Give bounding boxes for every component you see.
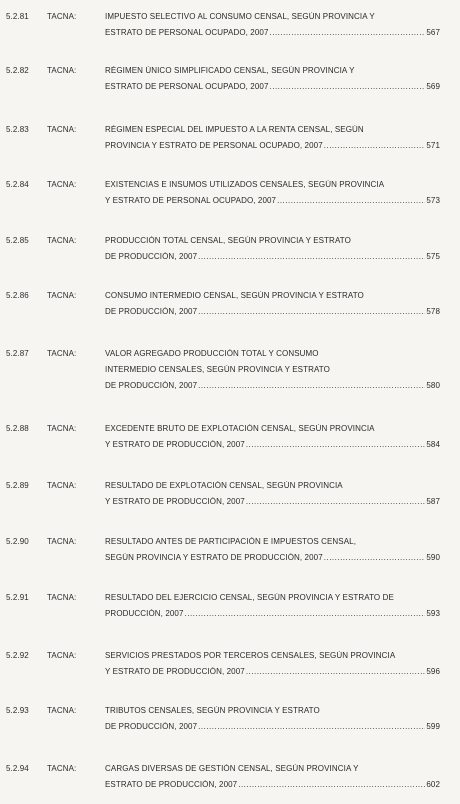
entry-number: 5.2.82 — [6, 66, 29, 75]
leader-dots — [238, 780, 425, 789]
entry-title-line: CONSUMO INTERMEDIO CENSAL, SEGÚN PROVINCIA Y ESTRATO — [105, 291, 364, 300]
entry-title-line: RÉGIMEN ESPECIAL DEL IMPUESTO A LA RENTA CENSAL, SEGÚN — [105, 125, 364, 134]
entry-title-line: INTERMEDIO CENSALES, SEGÚN PROVINCIA Y ESTRATO — [105, 365, 330, 374]
leader-dots — [277, 196, 425, 205]
toc-entry[interactable] — [0, 66, 460, 106]
entry-region: TACNA: — [47, 291, 77, 300]
entry-title-line: DE PRODUCCIÓN, 2007 — [105, 252, 198, 261]
entry-region: TACNA: — [47, 125, 77, 134]
entry-page-number: 596 — [426, 667, 440, 676]
entry-title-line: PRODUCCIÓN, 2007 — [105, 609, 184, 618]
entry-region: TACNA: — [47, 593, 77, 602]
toc-entry[interactable] — [0, 424, 460, 464]
entry-title-line: EXCEDENTE BRUTO DE EXPLOTACIÓN CENSAL, SEGÚN PROVINCIA — [105, 424, 375, 433]
entry-page-number: 590 — [426, 553, 440, 562]
entry-title-line: DE PRODUCCIÓN, 2007 — [105, 381, 198, 390]
entry-page-number: 569 — [426, 82, 440, 91]
toc-entry[interactable] — [0, 12, 460, 52]
entry-number: 5.2.93 — [6, 706, 29, 715]
leader-dots — [324, 553, 426, 562]
leader-dots — [198, 307, 425, 316]
entry-title-line: ESTRATO DE PRODUCCIÓN, 2007 — [105, 780, 238, 789]
entry-title-line: DE PRODUCCIÓN, 2007 — [105, 307, 198, 316]
toc-entry[interactable] — [0, 651, 460, 691]
entry-number: 5.2.88 — [6, 424, 29, 433]
leader-dots — [246, 497, 426, 506]
entry-region: TACNA: — [47, 180, 77, 189]
entry-number: 5.2.89 — [6, 481, 29, 490]
entry-title-line: CARGAS DIVERSAS DE GESTIÓN CENSAL, SEGÚN PROVINCIA Y — [105, 764, 359, 773]
leader-dots — [246, 667, 426, 676]
toc-entry[interactable] — [0, 593, 460, 633]
entry-region: TACNA: — [47, 236, 77, 245]
entry-region: TACNA: — [47, 706, 77, 715]
toc-entry[interactable] — [0, 481, 460, 521]
leader-dots — [270, 28, 426, 37]
entry-page-number: 599 — [426, 722, 440, 731]
entry-region: TACNA: — [47, 66, 77, 75]
toc-entry[interactable] — [0, 180, 460, 220]
entry-page-number: 593 — [426, 609, 440, 618]
entry-title-line: RESULTADO DE EXPLOTACIÓN CENSAL, SEGÚN PROVINCIA — [105, 481, 343, 490]
entry-title-line: DE PRODUCCIÓN, 2007 — [105, 722, 198, 731]
entry-region: TACNA: — [47, 537, 77, 546]
entry-page-number: 571 — [426, 141, 440, 150]
entry-page-number: 584 — [426, 440, 440, 449]
entry-title-line: SEGÚN PROVINCIA Y ESTRATO DE PRODUCCIÓN, 2007 — [105, 553, 323, 562]
entry-title-line: ESTRATO DE PERSONAL OCUPADO, 2007 — [105, 82, 269, 91]
entry-page-number: 587 — [426, 497, 440, 506]
entry-title-line: Y ESTRATO DE PERSONAL OCUPADO, 2007 — [105, 196, 277, 205]
leader-dots — [246, 440, 426, 449]
entry-region: TACNA: — [47, 424, 77, 433]
entry-region: TACNA: — [47, 651, 77, 660]
entry-number: 5.2.94 — [6, 764, 29, 773]
leader-dots — [198, 252, 425, 261]
toc-entry[interactable] — [0, 236, 460, 276]
entry-title-line: RÉGIMEN ÚNICO SIMPLIFICADO CENSAL, SEGÚN PROVINCIA Y — [105, 66, 355, 75]
entry-title-line: VALOR AGREGADO PRODUCCIÓN TOTAL Y CONSUMO — [105, 349, 319, 358]
entry-number: 5.2.85 — [6, 236, 29, 245]
toc-entry[interactable] — [0, 291, 460, 331]
entry-number: 5.2.83 — [6, 125, 29, 134]
entry-title-line: IMPUESTO SELECTIVO AL CONSUMO CENSAL, SEGÚN PROVINCIA Y — [105, 12, 375, 21]
toc-entry[interactable] — [0, 537, 460, 577]
entry-page-number: 580 — [426, 381, 440, 390]
entry-title-line: Y ESTRATO DE PRODUCCIÓN, 2007 — [105, 497, 245, 506]
entry-title-line: ESTRATO DE PERSONAL OCUPADO, 2007 — [105, 28, 269, 37]
entry-number: 5.2.91 — [6, 593, 29, 602]
toc-entry[interactable] — [0, 764, 460, 804]
toc-entry[interactable] — [0, 706, 460, 746]
entry-page-number: 578 — [426, 307, 440, 316]
entry-title-line: RESULTADO DEL EJERCICIO CENSAL, SEGÚN PROVINCIA Y ESTRATO DE — [105, 593, 394, 602]
entry-title-line: PRODUCCIÓN TOTAL CENSAL, SEGÚN PROVINCIA Y ESTRATO — [105, 236, 351, 245]
entry-number: 5.2.86 — [6, 291, 29, 300]
toc-entry[interactable] — [0, 349, 460, 397]
entry-number: 5.2.81 — [6, 12, 29, 21]
entry-page-number: 575 — [426, 252, 440, 261]
entry-title-line: TRIBUTOS CENSALES, SEGÚN PROVINCIA Y ESTRATO — [105, 706, 320, 715]
entry-region: TACNA: — [47, 764, 77, 773]
entry-page-number: 602 — [426, 780, 440, 789]
entry-page-number: 567 — [426, 28, 440, 37]
entry-title-line: EXISTENCIAS E INSUMOS UTILIZADOS CENSALES, SEGÚN PROVINCIA — [105, 180, 385, 189]
leader-dots — [198, 722, 425, 731]
entry-number: 5.2.92 — [6, 651, 29, 660]
entry-page-number: 573 — [426, 196, 440, 205]
entry-number: 5.2.87 — [6, 349, 29, 358]
entry-number: 5.2.84 — [6, 180, 29, 189]
entry-number: 5.2.90 — [6, 537, 29, 546]
leader-dots — [185, 609, 426, 618]
entry-region: TACNA: — [47, 481, 77, 490]
leader-dots — [270, 82, 426, 91]
entry-title-line: Y ESTRATO DE PRODUCCIÓN, 2007 — [105, 440, 245, 449]
leader-dots — [198, 381, 425, 390]
entry-title-line: PROVINCIA Y ESTRATO DE PERSONAL OCUPADO, 2007 — [105, 141, 323, 150]
toc-entry[interactable] — [0, 125, 460, 165]
entry-region: TACNA: — [47, 12, 77, 21]
entry-region: TACNA: — [47, 349, 77, 358]
entry-title-line: Y ESTRATO DE PRODUCCIÓN, 2007 — [105, 667, 245, 676]
leader-dots — [324, 141, 426, 150]
entry-title-line: SERVICIOS PRESTADOS POR TERCEROS CENSALES, SEGÚN PROVINCIA — [105, 651, 396, 660]
entry-title-line: RESULTADO ANTES DE PARTICIPACIÓN E IMPUESTOS CENSAL, — [105, 537, 357, 546]
